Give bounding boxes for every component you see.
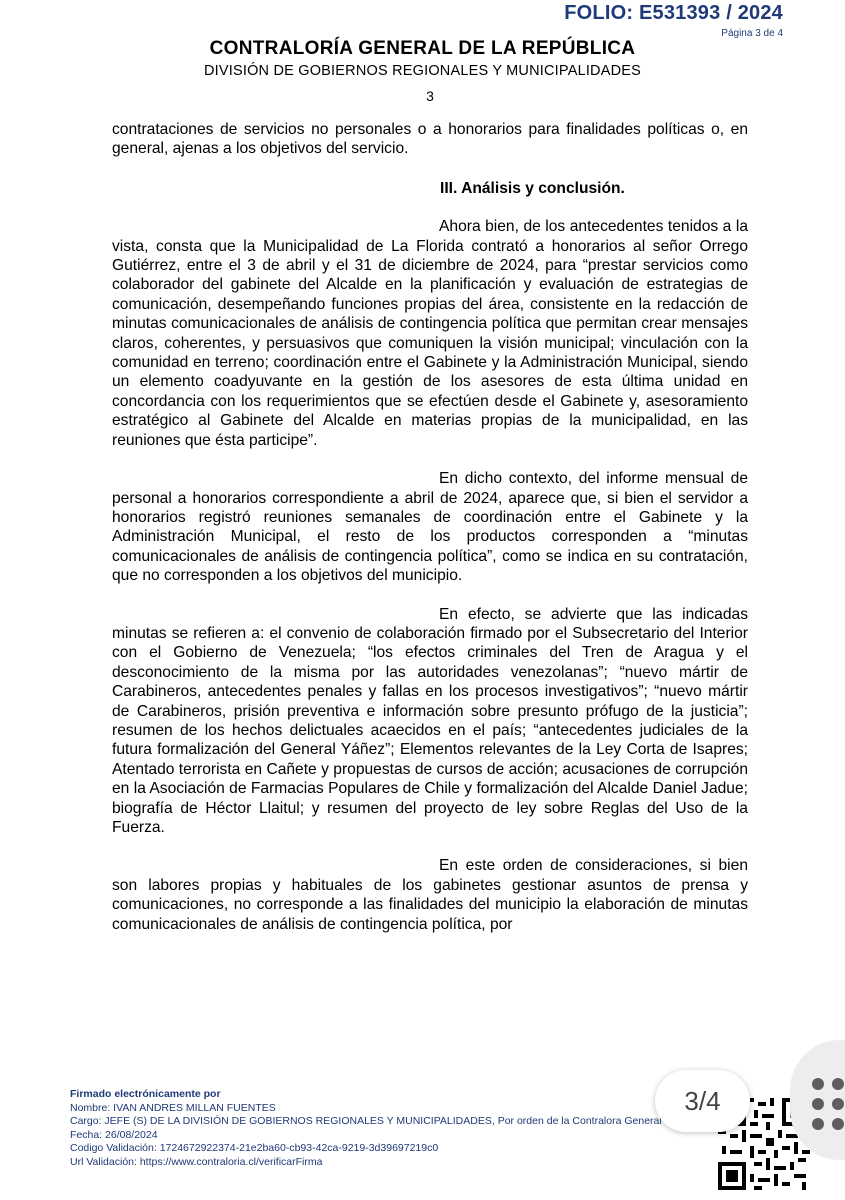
validation-url[interactable]: Url Validación: https://www.contraloria.cl/verificarFirma (70, 1155, 323, 1168)
page-number: 3 (426, 88, 434, 104)
grid-dot (812, 1078, 824, 1090)
paragraph-continuation: contrataciones de servicios no personales o a honorarios para finalidades políticas o, en general, ajenas a los objetivos del servicio. (112, 121, 748, 158)
page-count-label: Página 3 de 4 (721, 28, 783, 39)
validation-code: Codigo Validación: 1724672922374-21e2ba60-cb93-42ca-9219-3d39697219c0 (70, 1142, 439, 1155)
grid-menu-icon[interactable] (812, 1078, 844, 1130)
signature-title: Firmado electrónicamente por (70, 1088, 221, 1100)
grid-dot (832, 1078, 844, 1090)
document-body (112, 120, 748, 934)
folio-label: FOLIO: E531393 / 2024 (564, 2, 783, 24)
grid-dot (812, 1098, 824, 1110)
signature-date: Fecha: 26/08/2024 (70, 1128, 158, 1141)
paragraph-considerations: En este orden de consideraciones, si bien son labores propias y habituales de los gabinetes gestionar asuntos de prensa y comunicaciones, no corresponde a las finalidades del municipio la elaboración de minutas comunicacionales de análisis de contingencia política, por (112, 857, 748, 933)
grid-dot (812, 1118, 824, 1130)
page-indicator-badge[interactable]: 3/4 (655, 1070, 750, 1132)
paragraph-minutas: En efecto, se advierte que las indicadas minutas se refieren a: el convenio de colaboración firmado por el Subsecretario del Interior con el Gobierno de Venezuela; “los efectos criminales del Tren de Aragua y el desconocimiento de la misma por las autoridades venezolanas”; “nuevo mártir de Carabineros, antecedentes penales y fallas en los procesos investigativos”; “nuevo mártir de Carabineros, prisión preventiva e información sobre presunto prófugo de la justicia”; resumen de los hechos delictuales acaecidos en el país; “antecedentes judiciales de la futura formalización del General Yáñez”; Elementos relevantes de la Ley Corta de Isapres; Atentado terrorista en Cañete y propuestas de cursos de acción; acusaciones de corrupción en la Asociación de Farmacias Populares de Chile y formalización del Alcalde Daniel Jadue; biografía de Héctor Llaitul; y resumen del proyecto de ley sobre Reglas del Uso de la Fuerza. (112, 605, 748, 836)
division-subtitle: DIVISIÓN DE GOBIERNOS REGIONALES Y MUNICIPALIDADES (203, 63, 642, 79)
electronic-signature-block (70, 1088, 710, 1170)
paragraph-analysis: Ahora bien, de los antecedentes tenidos a la vista, consta que la Municipalidad de La Florida contrató a honorarios al señor Orrego Gutiérrez, entre el 3 de abril y el 31 de diciembre de 2024, para “prestar servicios como colaborador del gabinete del Alcalde en la planificación y evaluación de estrategias de comunicación, desempeñando funciones propias del área, consistente en la redacción de minutas comunicacionales de análisis de contingencia política que permitan crear mensajes claros, coherentes, y persuasivos que comuniquen la visión municipal; vinculación con la comunidad en terreno; coordinación entre el Gabinete y la Administración Municipal, siendo un elemento coadyuvante en la gestión de los asesores de esta última unidad en concordancia con los requerimientos que se efectúen desde el Gabinete y, asesoramiento estratégico al Gabinete del Alcalde en materias propias de la municipalidad, en las reuniones que ésta participe”. (112, 218, 748, 449)
grid-dot (832, 1118, 844, 1130)
organization-title: CONTRALORÍA GENERAL DE LA REPÚBLICA (209, 38, 636, 59)
section-heading: III. Análisis y conclusión. (440, 179, 625, 197)
signer-name: Nombre: IVAN ANDRES MILLAN FUENTES (70, 1101, 276, 1114)
grid-dot (832, 1098, 844, 1110)
paragraph-context: En dicho contexto, del informe mensual de personal a honorarios correspondiente a abril de 2024, aparece que, si bien el servidor a honorarios registró reuniones semanales de coordinación entre el Gabinete y la Administración Municipal, el resto de los productos corresponden a “minutas comunicacionales de análisis de contingencia política”, como se indica en su contratación, que no corresponden a los objetivos del municipio. (112, 470, 748, 585)
signer-position: Cargo: JEFE (S) DE LA DIVISIÓN DE GOBIERNOS REGIONALES Y MUNICIPALIDADES, Por orden de la Contralora General (70, 1115, 662, 1128)
